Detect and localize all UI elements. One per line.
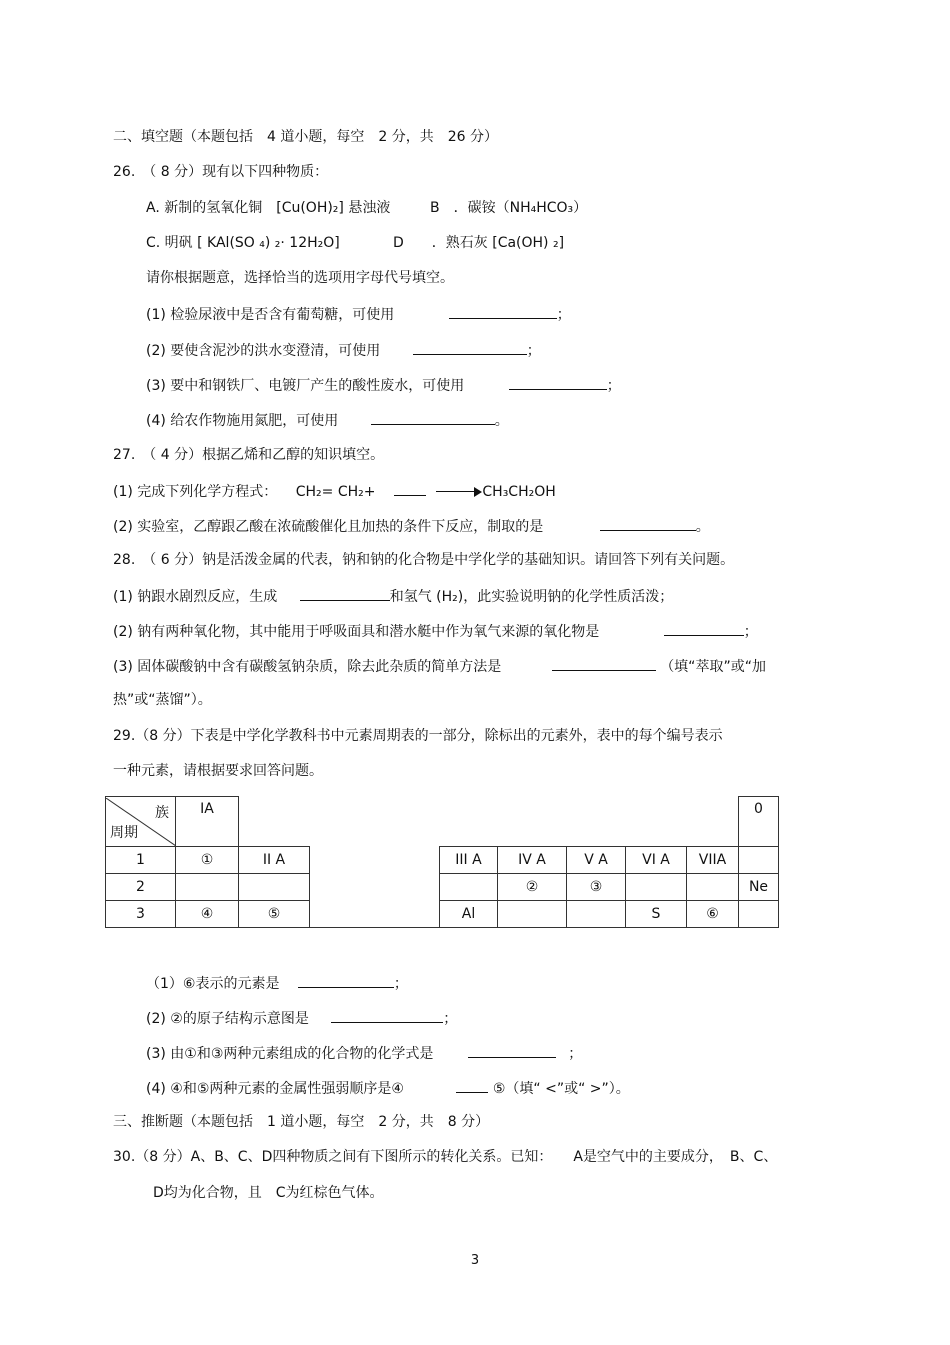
section-2-header: 二、填空题（本题包括 4 道小题，每空 2 分，共 26 分） bbox=[113, 129, 498, 145]
semicolon: ； bbox=[606, 378, 621, 394]
header-iva: IV A bbox=[498, 847, 567, 874]
page-number: 3 bbox=[470, 1253, 480, 1268]
header-iiia: III A bbox=[440, 847, 498, 874]
cell-s: S bbox=[626, 901, 687, 928]
q26-option-d: D ．熟石灰 [Ca(OH) ₂] bbox=[393, 235, 565, 251]
q29-sub3-text: (3) 由①和③两种元素组成的化合物的化学式是 bbox=[146, 1046, 434, 1062]
q29-stem-line1: 29.（8 分）下表是中学化学教科书中元素周期表的一部分，除标出的元素外，表中的每个编号表示 bbox=[113, 728, 723, 744]
q29-blank-1[interactable] bbox=[298, 973, 394, 988]
q27-blank-1[interactable] bbox=[394, 481, 426, 496]
q29-sub4-text: (4) ④和⑤两种元素的金属性强弱顺序是④ bbox=[146, 1081, 404, 1097]
q26-blank-4[interactable] bbox=[371, 410, 495, 425]
q26-sub3 bbox=[146, 375, 621, 395]
q28-sub1-text-end: 和氢气 (H₂)，此实验说明钠的化学性质活泼； bbox=[389, 589, 674, 605]
q28-sub2 bbox=[113, 621, 758, 641]
equation-left: CH₂= CH₂+ bbox=[295, 484, 376, 500]
cell-empty bbox=[239, 874, 310, 901]
period: 。 bbox=[494, 413, 509, 429]
cell-empty bbox=[498, 901, 567, 928]
header-iia: II A bbox=[239, 847, 310, 874]
q29-stem-line2: 一种元素，请根据要求回答问题。 bbox=[113, 763, 323, 779]
q29-sub2-text: (2) ②的原子结构示意图是 bbox=[146, 1011, 309, 1027]
q27-sub2-text: (2) 实验室，乙醇跟乙酸在浓硫酸催化且加热的条件下反应，制取的是 bbox=[113, 519, 544, 535]
q29-blank-3[interactable] bbox=[468, 1043, 556, 1058]
q26-option-b: B ．碳铵（NH₄HCO₃） bbox=[430, 200, 588, 216]
period: 。 bbox=[695, 519, 710, 535]
q28-sub3-text: (3) 固体碳酸钠中含有碳酸氢钠杂质，除去此杂质的简单方法是 bbox=[113, 659, 502, 675]
semicolon: ； bbox=[526, 343, 541, 359]
cell-5: ⑤ bbox=[239, 901, 310, 928]
q28-sub1-text: (1) 钠跟水剧烈反应，生成 bbox=[113, 589, 278, 605]
q27-stem: 27. （ 4 分）根据乙烯和乙醇的知识填空。 bbox=[113, 447, 385, 463]
q26-sub3-text: (3) 要中和钢铁厂、电镀厂产生的酸性废水，可使用 bbox=[146, 378, 465, 394]
q29-sub2 bbox=[146, 1008, 457, 1028]
q30-line1: 30.（8 分）A、B、C、D四种物质之间有下图所示的转化关系。已知： A是空气中的主要成分， B、C、 bbox=[113, 1149, 778, 1165]
q28-stem: 28. （ 6 分）钠是活泼金属的代表，钠和钠的化合物是中学化学的基础知识。请回答下列有关问题。 bbox=[113, 552, 735, 568]
header-viia: VIIA bbox=[687, 847, 739, 874]
semicolon: ； bbox=[393, 976, 408, 992]
cell-empty bbox=[739, 901, 779, 928]
q29-sub4 bbox=[146, 1078, 630, 1098]
section-3-header: 三、推断题（本题包括 1 道小题，每空 2 分，共 8 分） bbox=[113, 1114, 490, 1130]
q28-sub1 bbox=[113, 586, 673, 606]
cell-empty bbox=[567, 901, 626, 928]
cell-4: ④ bbox=[176, 901, 239, 928]
cell-3: ③ bbox=[567, 874, 626, 901]
header-period: 周期 bbox=[110, 824, 138, 841]
q26-sub1 bbox=[146, 304, 571, 324]
periodic-table bbox=[105, 796, 779, 928]
period-2: 2 bbox=[106, 874, 176, 901]
period-1: 1 bbox=[106, 847, 176, 874]
q26-blank-3[interactable] bbox=[509, 375, 607, 390]
q26-sub2 bbox=[146, 340, 541, 360]
q28-sub3 bbox=[113, 656, 766, 676]
q26-stem: 26. （ 8 分）现有以下四种物质： bbox=[113, 164, 329, 180]
cell-al: Al bbox=[440, 901, 498, 928]
q29-blank-4[interactable] bbox=[456, 1078, 488, 1093]
q28-blank-3[interactable] bbox=[552, 656, 656, 671]
cell-empty bbox=[687, 874, 739, 901]
q26-instruction: 请你根据题意，选择恰当的选项用字母代号填空。 bbox=[146, 270, 454, 286]
cell-2: ② bbox=[498, 874, 567, 901]
q26-blank-2[interactable] bbox=[413, 340, 527, 355]
header-ia: IA bbox=[176, 797, 239, 847]
cell-empty bbox=[739, 847, 779, 874]
q26-option-c: C. 明矾 [ KAl(SO ₄) ₂· 12H₂O] bbox=[146, 235, 340, 251]
q29-sub1-text: （1）⑥表示的元素是 bbox=[146, 976, 280, 992]
q27-sub2 bbox=[113, 516, 710, 536]
q26-sub2-text: (2) 要使含泥沙的洪水变澄清，可使用 bbox=[146, 343, 381, 359]
cell-empty bbox=[440, 874, 498, 901]
q28-sub3-hint-cont: 热”或“蒸馏”）。 bbox=[113, 692, 212, 708]
q30-line2: D均为化合物，且 C为红棕色气体。 bbox=[153, 1185, 384, 1201]
q28-blank-2[interactable] bbox=[664, 621, 744, 636]
semicolon: ； bbox=[743, 624, 758, 640]
q26-blank-1[interactable] bbox=[449, 304, 557, 319]
table-corner-cell bbox=[106, 797, 176, 847]
cell-1: ① bbox=[176, 847, 239, 874]
semicolon: ； bbox=[568, 1046, 583, 1062]
q29-sub1 bbox=[146, 973, 408, 993]
cell-empty bbox=[626, 874, 687, 901]
q28-sub2-text: (2) 钠有两种氧化物，其中能用于呼吸面具和潜水艇中作为氧气来源的氧化物是 bbox=[113, 624, 600, 640]
q26-option-a: A. 新制的氢氧化铜 [Cu(OH)₂] 悬浊液 bbox=[146, 200, 391, 216]
q26-sub1-text: (1) 检验尿液中是否含有葡萄糖，可使用 bbox=[146, 307, 395, 323]
period-3: 3 bbox=[106, 901, 176, 928]
q26-sub4-text: (4) 给农作物施用氮肥，可使用 bbox=[146, 413, 339, 429]
q29-sub4-hint: ⑤（填“ <”或“ >”）。 bbox=[492, 1081, 630, 1097]
q28-sub3-hint: （填“萃取”或“加 bbox=[660, 659, 766, 675]
semicolon: ； bbox=[443, 1011, 458, 1027]
cell-ne: Ne bbox=[739, 874, 779, 901]
header-via: VI A bbox=[626, 847, 687, 874]
q27-blank-2[interactable] bbox=[600, 516, 696, 531]
header-0: 0 bbox=[739, 797, 779, 847]
q27-sub1 bbox=[113, 481, 556, 501]
reaction-arrow-icon bbox=[436, 487, 482, 497]
equation-right: CH₃CH₂OH bbox=[482, 484, 556, 500]
q27-sub1-text: (1) 完成下列化学方程式： bbox=[113, 484, 278, 500]
semicolon: ； bbox=[556, 307, 571, 323]
cell-6: ⑥ bbox=[687, 901, 739, 928]
cell-empty bbox=[176, 874, 239, 901]
q29-sub3 bbox=[146, 1043, 582, 1063]
header-group: 族 bbox=[155, 804, 169, 821]
q28-blank-1[interactable] bbox=[300, 586, 390, 601]
q26-sub4 bbox=[146, 410, 509, 430]
header-va: V A bbox=[567, 847, 626, 874]
q29-blank-2[interactable] bbox=[331, 1008, 443, 1023]
